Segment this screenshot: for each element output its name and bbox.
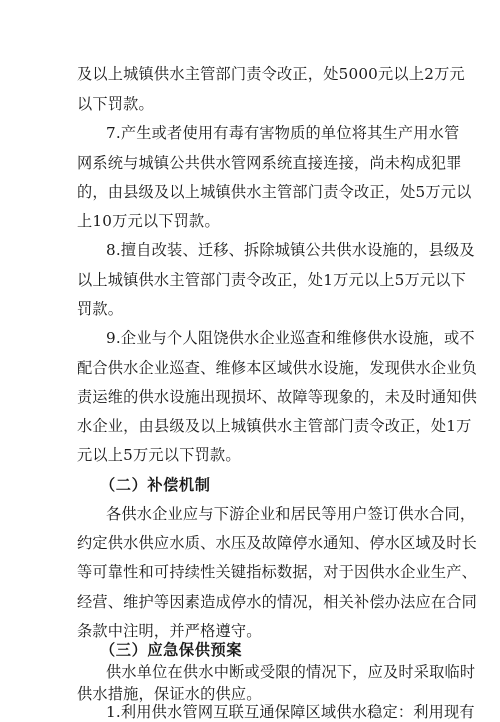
text-line: 条款中注明，并严格遵守。 (77, 622, 262, 640)
section-heading-compensation: （二）补偿机制 (100, 476, 211, 494)
text-line: 水企业，由县级及以上城镇供水主管部门责令改正，处1万 (77, 417, 472, 435)
text-line: 约定供水供应水质、水压及故障停水通知、停水区域及时长 (77, 534, 478, 552)
text-line: 及以上城镇供水主管部门责令改正，处5000元以上2万元 (77, 65, 465, 83)
text-line: 供水单位在供水中断或受限的情况下，应及时采取临时 (106, 663, 476, 681)
text-line: 9.企业与个人阻饶供水企业巡查和维修供水设施，或不 (106, 329, 475, 347)
text-line: 各供水企业应与下游企业和居民等用户签订供水合同， (106, 505, 476, 523)
text-line: 责运维的供水设施出现损坏、故障等现象的，未及时通知供 (77, 388, 478, 406)
text-line: 配合供水企业巡查、维修本区域供水设施，发现供水企业负 (77, 359, 478, 377)
text-line: 以下罚款。 (77, 95, 154, 113)
text-line: 罚款。 (77, 300, 124, 318)
section-heading-emergency: （三）应急保供预案 (100, 641, 243, 659)
text-line: 7.产生或者使用有毒有害物质的单位将其生产用水管 (106, 124, 460, 142)
text-line: 以上城镇供水主管部门责令改正，处1万元以上5万元以下 (77, 271, 467, 289)
text-line: 经营、维护等因素造成停水的情况，相关补偿办法应在合同 (77, 593, 478, 611)
text-line: 的，由县级及以上城镇供水主管部门责令改正，处5万元以 (77, 183, 472, 201)
text-line: 8.擅自改装、迁移、拆除城镇公共供水设施的，县级及 (106, 241, 475, 259)
text-line: 元以上5万元以下罚款。 (77, 446, 241, 464)
text-line: 网系统与城镇公共供水管网系统直接连接，尚未构成犯罪 (77, 154, 462, 172)
text-line: 1.利用供水管网互联互通保障区域供水稳定：利用现有 (106, 703, 475, 721)
text-line: 供水措施，保证水的供应。 (77, 685, 262, 703)
text-line: 上10万元以下罚款。 (77, 212, 220, 230)
text-line: 等可靠性和可持续性关键指标数据，对于因供水企业生产、 (77, 563, 478, 581)
